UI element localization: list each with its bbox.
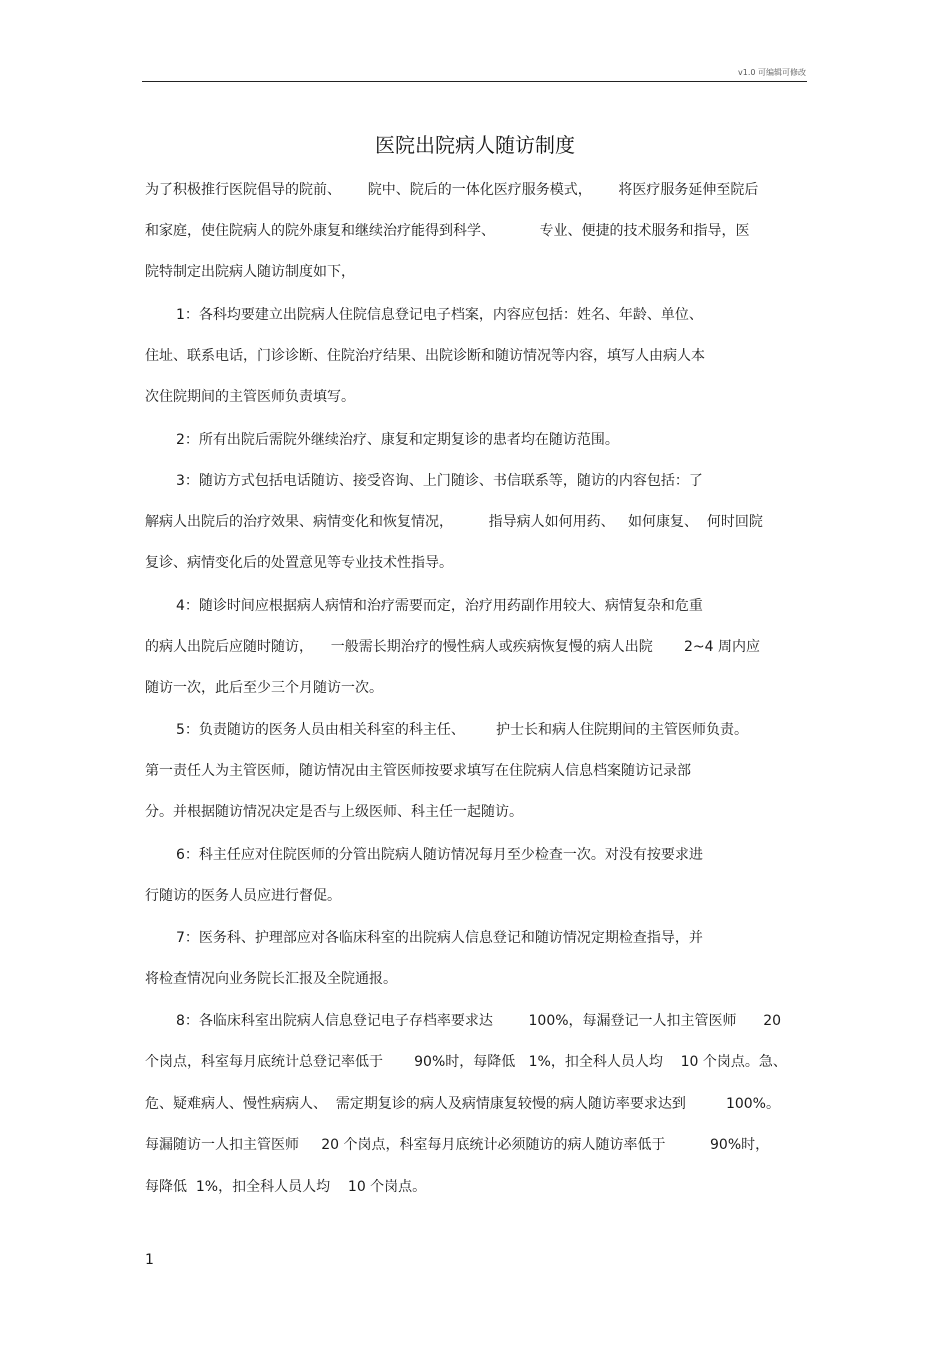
page-number: 1 [145, 1252, 154, 1268]
paragraph-line: 个岗点，科室每月底统计总登记率低于 90%时，每降低 1%，扣全科人员人均 10 个岗点。急、 [145, 1054, 787, 1070]
header-version-note: v1.0 可编辑可修改 [738, 68, 806, 77]
paragraph-line: 随访一次，此后至少三个月随访一次。 [145, 680, 383, 696]
paragraph-line: 住址、联系电话，门诊诊断、住院治疗结果、出院诊断和随访情况等内容，填写人由病人本 [145, 348, 705, 364]
paragraph-line: 行随访的医务人员应进行督促。 [145, 888, 341, 904]
document-title: 医院出院病人随访制度 [375, 133, 575, 157]
paragraph-line: 的病人出院后应随时随访， 一般需长期治疗的慢性病人或疾病恢复慢的病人出院 2~4 周内应 [145, 639, 760, 655]
paragraph-line: 危、疑难病人、慢性病病人、 需定期复诊的病人及病情康复较慢的病人随访率要求达到 100%。 [145, 1096, 780, 1112]
paragraph-line: 分。并根据随访情况决定是否与上级医师、科主任一起随访。 [145, 804, 523, 820]
paragraph-line: 次住院期间的主管医师负责填写。 [145, 389, 355, 405]
header-rule [142, 81, 807, 82]
paragraph-line: 第一责任人为主管医师，随访情况由主管医师按要求填写在住院病人信息档案随访记录部 [145, 763, 691, 779]
paragraph-line: 3：随访方式包括电话随访、接受咨询、上门随诊、书信联系等，随访的内容包括：了 [176, 473, 703, 489]
paragraph-line: 6：科主任应对住院医师的分管出院病人随访情况每月至少检查一次。对没有按要求进 [176, 847, 703, 863]
paragraph-line: 8：各临床科室出院病人信息登记电子存档率要求达 100%，每漏登记一人扣主管医师 20 [176, 1013, 782, 1029]
paragraph-line: 和家庭，使住院病人的院外康复和继续治疗能得到科学、 专业、便捷的技术服务和指导，医 [145, 223, 750, 239]
paragraph-line: 将检查情况向业务院长汇报及全院通报。 [145, 971, 397, 987]
paragraph-line: 每漏随访一人扣主管医师 20 个岗点，科室每月底统计必须随访的病人随访率低于 90%时， [145, 1137, 770, 1153]
paragraph-line: 7：医务科、护理部应对各临床科室的出院病人信息登记和随访情况定期检查指导，并 [176, 930, 703, 946]
paragraph-line: 院特制定出院病人随访制度如下， [145, 264, 355, 280]
paragraph-line: 1：各科均要建立出院病人住院信息登记电子档案，内容应包括：姓名、年龄、单位、 [176, 307, 703, 323]
paragraph-line: 为了积极推行医院倡导的院前、 院中、院后的一体化医疗服务模式， 将医疗服务延伸至院后 [145, 182, 759, 198]
paragraph-line: 复诊、病情变化后的处置意见等专业技术性指导。 [145, 555, 453, 571]
paragraph-line: 2：所有出院后需院外继续治疗、康复和定期复诊的患者均在随访范围。 [176, 432, 619, 448]
paragraph-line: 4：随诊时间应根据病人病情和治疗需要而定，治疗用药副作用较大、病情复杂和危重 [176, 598, 703, 614]
paragraph-line: 每降低 1%，扣全科人员人均 10 个岗点。 [145, 1179, 427, 1195]
paragraph-line: 解病人出院后的治疗效果、病情变化和恢复情况， 指导病人如何用药、 如何康复、 何时回院 [145, 514, 763, 530]
paragraph-line: 5：负责随访的医务人员由相关科室的科主任、 护士长和病人住院期间的主管医师负责。 [176, 722, 749, 738]
